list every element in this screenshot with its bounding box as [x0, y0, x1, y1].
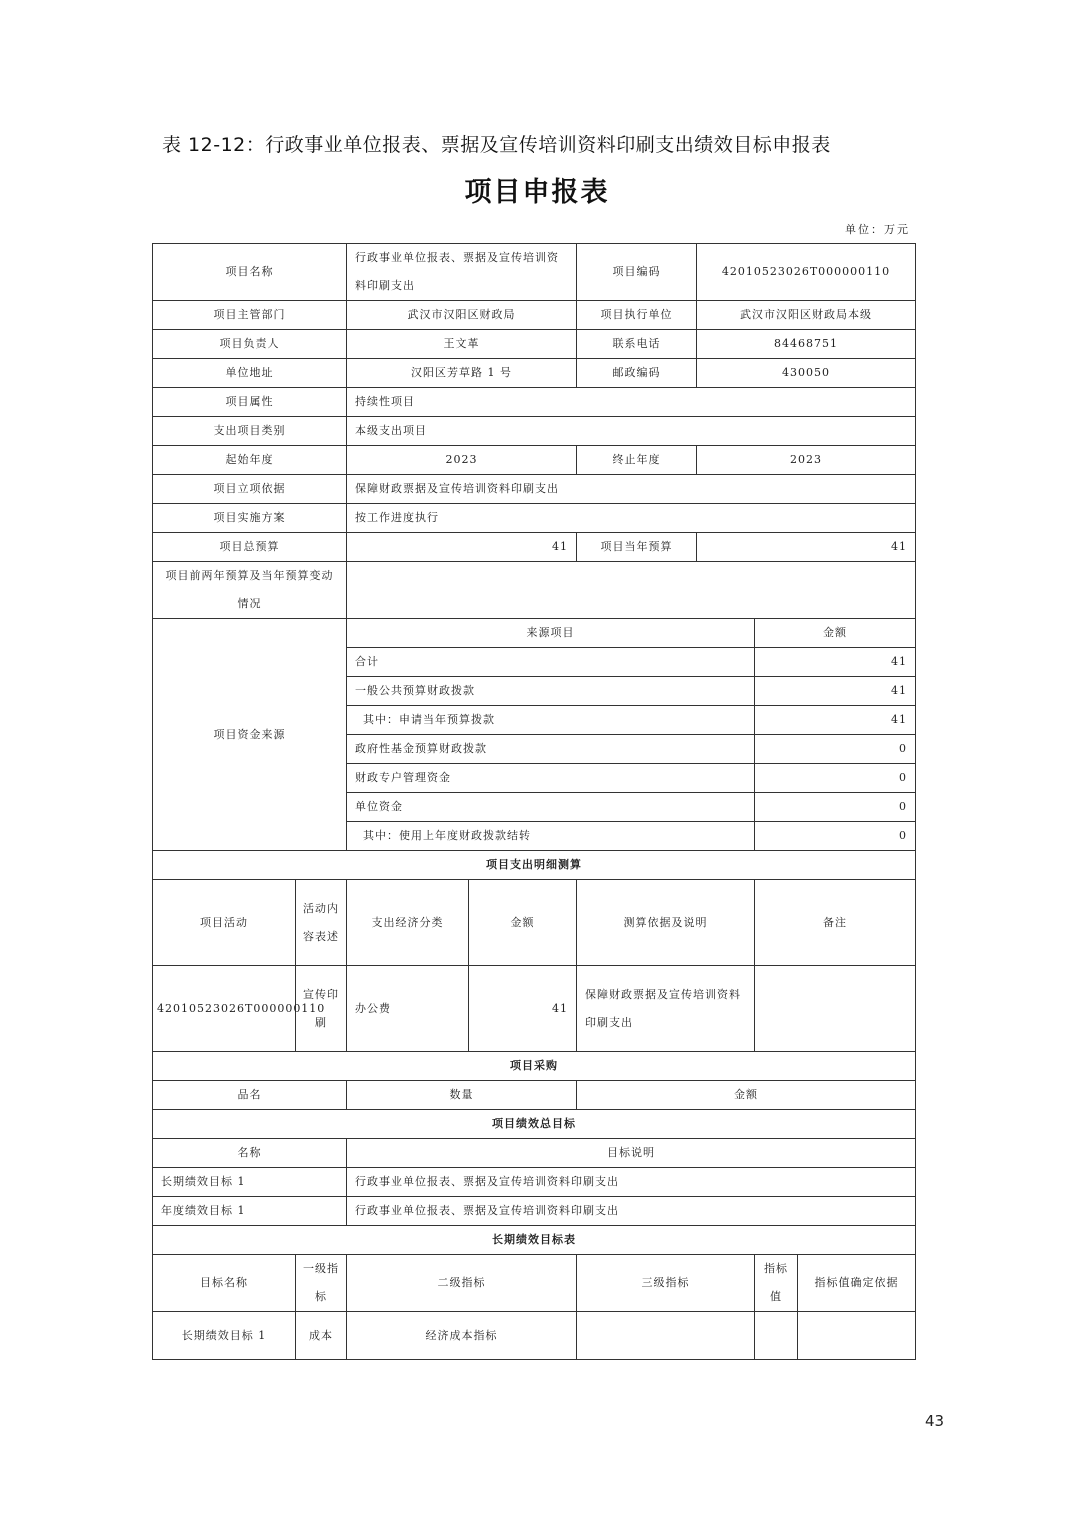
row-address	[153, 359, 916, 388]
goal-name: 年度绩效目标 1	[153, 1197, 347, 1226]
long-term-value	[755, 1312, 798, 1360]
label-plan: 项目实施方案	[153, 504, 347, 533]
section-title: 项目采购	[153, 1052, 916, 1081]
label-department: 项目主管部门	[153, 301, 347, 330]
expense-basis: 保障财政票据及宣传培训资料印刷支出	[577, 966, 755, 1052]
value-exec-unit: 武汉市汉阳区财政局本级	[697, 301, 916, 330]
header-source-item: 来源项目	[347, 619, 755, 648]
row-category	[153, 417, 916, 446]
section-overall-goals	[153, 1110, 916, 1139]
row-leader	[153, 330, 916, 359]
section-title: 项目绩效总目标	[153, 1110, 916, 1139]
value-address: 汉阳区芳草路 1 号	[347, 359, 577, 388]
long-term-level3	[577, 1312, 755, 1360]
value-current-budget: 41	[697, 533, 916, 562]
long-term-header-row	[153, 1255, 916, 1312]
long-term-level1: 成本	[296, 1312, 347, 1360]
row-department	[153, 301, 916, 330]
project-form-table	[152, 243, 916, 1360]
label-postcode: 邮政编码	[577, 359, 697, 388]
expense-header-row	[153, 880, 916, 966]
value-end-year: 2023	[697, 446, 916, 475]
label-project-name: 项目名称	[153, 244, 347, 301]
expense-econ-class: 办公费	[347, 966, 469, 1052]
value-project-name: 行政事业单位报表、票据及宣传培训资料印刷支出	[347, 244, 577, 301]
fund-name: 政府性基金预算财政拨款	[347, 735, 755, 764]
col-header: 名称	[153, 1139, 347, 1168]
value-postcode: 430050	[697, 359, 916, 388]
col-header: 二级指标	[347, 1255, 577, 1312]
fund-name: 合计	[347, 648, 755, 677]
col-header: 一级指标	[296, 1255, 347, 1312]
goal-desc: 行政事业单位报表、票据及宣传培训资料印刷支出	[347, 1168, 916, 1197]
label-fund-source: 项目资金来源	[153, 619, 347, 851]
fund-amount: 0	[755, 735, 916, 764]
label-current-budget: 项目当年预算	[577, 533, 697, 562]
col-header: 品名	[153, 1081, 347, 1110]
fund-name: 一般公共预算财政拨款	[347, 677, 755, 706]
row-budget-change	[153, 562, 916, 619]
col-header: 金额	[577, 1081, 916, 1110]
value-plan: 按工作进度执行	[347, 504, 916, 533]
fund-name: 其中：申请当年预算拨款	[347, 706, 755, 735]
col-header: 数量	[347, 1081, 577, 1110]
row-basis	[153, 475, 916, 504]
goal-row	[153, 1168, 916, 1197]
fund-name: 财政专户管理资金	[347, 764, 755, 793]
long-term-basis	[798, 1312, 916, 1360]
label-phone: 联系电话	[577, 330, 697, 359]
unit-label: 单位：万元	[845, 223, 910, 236]
long-term-level2: 经济成本指标	[347, 1312, 577, 1360]
expense-note	[755, 966, 916, 1052]
procurement-header-row	[153, 1081, 916, 1110]
goal-desc: 行政事业单位报表、票据及宣传培训资料印刷支出	[347, 1197, 916, 1226]
page-number: 43	[925, 1412, 945, 1430]
col-header: 指标值确定依据	[798, 1255, 916, 1312]
row-budget	[153, 533, 916, 562]
fund-name: 单位资金	[347, 793, 755, 822]
col-header: 三级指标	[577, 1255, 755, 1312]
header-amount: 金额	[755, 619, 916, 648]
section-title: 长期绩效目标表	[153, 1226, 916, 1255]
label-total-budget: 项目总预算	[153, 533, 347, 562]
col-header: 备注	[755, 880, 916, 966]
row-plan	[153, 504, 916, 533]
expense-content: 宣传印刷	[296, 966, 347, 1052]
value-project-code: 42010523026T000000110	[697, 244, 916, 301]
label-exec-unit: 项目执行单位	[577, 301, 697, 330]
fund-name: 其中：使用上年度财政拨款结转	[347, 822, 755, 851]
value-budget-change	[347, 562, 916, 619]
label-basis: 项目立项依据	[153, 475, 347, 504]
row-attribute	[153, 388, 916, 417]
page-title: 项目申报表	[464, 177, 610, 208]
goals-header-row	[153, 1139, 916, 1168]
col-header: 项目活动	[153, 880, 296, 966]
expense-amount: 41	[469, 966, 577, 1052]
col-header: 金额	[469, 880, 577, 966]
label-attribute: 项目属性	[153, 388, 347, 417]
col-header: 目标说明	[347, 1139, 916, 1168]
section-procurement	[153, 1052, 916, 1081]
label-category: 支出项目类别	[153, 417, 347, 446]
row-fund-header	[153, 619, 916, 648]
value-start-year: 2023	[347, 446, 577, 475]
section-title: 项目支出明细测算	[153, 851, 916, 880]
table-caption: 表 12-12：行政事业单位报表、票据及宣传培训资料印刷支出绩效目标申报表	[162, 134, 831, 156]
value-leader: 王文革	[347, 330, 577, 359]
value-department: 武汉市汉阳区财政局	[347, 301, 577, 330]
fund-amount: 0	[755, 822, 916, 851]
fund-amount: 0	[755, 764, 916, 793]
section-expense-detail	[153, 851, 916, 880]
goal-row	[153, 1197, 916, 1226]
value-attribute: 持续性项目	[347, 388, 916, 417]
label-budget-change: 项目前两年预算及当年预算变动情况	[153, 562, 347, 619]
expense-row	[153, 966, 916, 1052]
value-phone: 84468751	[697, 330, 916, 359]
col-header: 测算依据及说明	[577, 880, 755, 966]
value-category: 本级支出项目	[347, 417, 916, 446]
label-project-code: 项目编码	[577, 244, 697, 301]
goal-name: 长期绩效目标 1	[153, 1168, 347, 1197]
fund-amount: 0	[755, 793, 916, 822]
label-start-year: 起始年度	[153, 446, 347, 475]
col-header: 指标值	[755, 1255, 798, 1312]
expense-activity: 42010523026T000000110	[153, 966, 296, 1052]
long-term-name: 长期绩效目标 1	[153, 1312, 296, 1360]
col-header: 支出经济分类	[347, 880, 469, 966]
fund-amount: 41	[755, 648, 916, 677]
col-header: 目标名称	[153, 1255, 296, 1312]
row-years	[153, 446, 916, 475]
long-term-row	[153, 1312, 916, 1360]
fund-amount: 41	[755, 706, 916, 735]
value-basis: 保障财政票据及宣传培训资料印刷支出	[347, 475, 916, 504]
col-header: 活动内容表述	[296, 880, 347, 966]
label-leader: 项目负责人	[153, 330, 347, 359]
section-long-term	[153, 1226, 916, 1255]
fund-amount: 41	[755, 677, 916, 706]
label-end-year: 终止年度	[577, 446, 697, 475]
label-address: 单位地址	[153, 359, 347, 388]
value-total-budget: 41	[347, 533, 577, 562]
row-project-name	[153, 244, 916, 301]
